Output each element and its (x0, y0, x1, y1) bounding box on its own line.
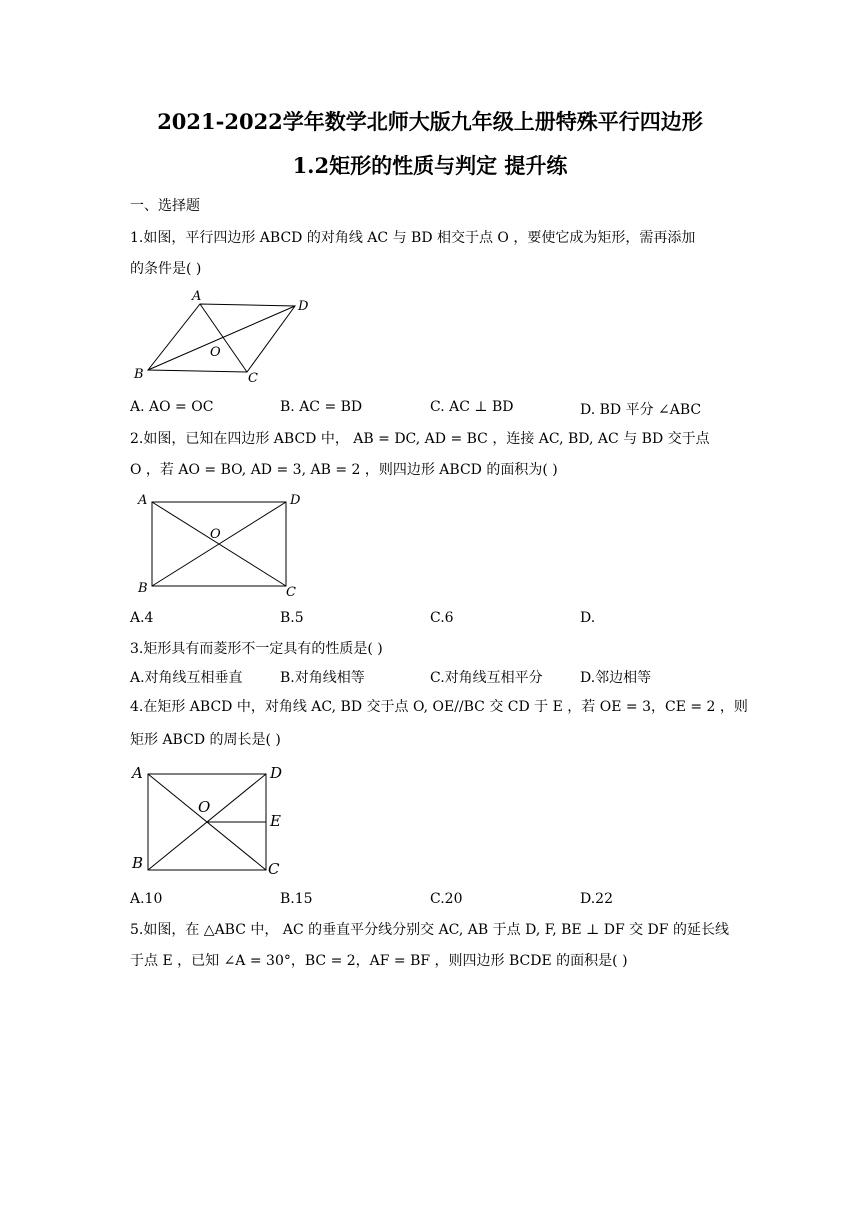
q4-option-d[interactable]: D.22 (580, 891, 613, 907)
q1-parallelogram-figure (130, 286, 320, 386)
q1-text-line-1: 1.如图，平行四边形 ABCD 的对角线 AC 与 BD 相交于点 O ，要使它成为矩形，需再添加 (130, 230, 696, 246)
q4-text-line-2: 矩形 ABCD 的周长是( ) (130, 732, 281, 748)
q4-option-c[interactable]: C.20 (430, 891, 463, 907)
q2-label-c: C (286, 585, 296, 600)
q4-label-a: A (132, 764, 143, 782)
q3-option-d[interactable]: D.邻边相等 (580, 670, 652, 686)
section-heading: 一、选择题 (130, 198, 200, 214)
q1-label-a: A (192, 289, 202, 304)
q4-label-d: D (270, 764, 283, 782)
title-line-1: 2021-2022学年数学北师大版九年级上册特殊平行四边形 (157, 109, 703, 134)
q2-option-b[interactable]: B.5 (280, 610, 304, 626)
q4-option-b[interactable]: B.15 (280, 891, 313, 907)
q1-option-a[interactable]: A. AO = OC (130, 399, 214, 415)
q2-text-line-2: O ，若 AO = BO, AD = 3, AB = 2 ，则四边形 ABCD 的面积为( ) (130, 462, 558, 478)
q2-option-a[interactable]: A.4 (130, 610, 154, 626)
q4-text-line-1: 4.在矩形 ABCD 中，对角线 AC, BD 交于点 O, OE//BC 交 CD 于 E ，若 OE = 3，CE = 2 ，则 (130, 699, 748, 715)
q2-label-d: D (290, 493, 301, 508)
q1-label-d: D (298, 299, 309, 314)
q1-text-line-2: 的条件是( ) (130, 261, 202, 277)
q1-option-c[interactable]: C. AC ⊥ BD (430, 399, 514, 415)
q1-option-d[interactable]: D. BD 平分 ∠ABC (580, 402, 702, 418)
q2-option-d[interactable]: D. (580, 610, 596, 626)
q1-label-b: B (134, 367, 144, 382)
q4-rectangle-figure (130, 760, 300, 880)
q4-label-c: C (268, 860, 280, 878)
q4-label-e: E (270, 812, 281, 830)
q2-label-b: B (138, 581, 148, 596)
q4-label-b: B (132, 854, 144, 872)
q2-text-line-1: 2.如图，已知在四边形 ABCD 中， AB = DC, AD = BC ，连接 AC, BD, AC 与 BD 交于点 (130, 431, 710, 447)
q5-text-line-2: 于点 E ，已知 ∠A = 30°，BC = 2，AF = BF ，则四边形 BCDE 的面积是( ) (130, 953, 628, 969)
q4-option-a[interactable]: A.10 (130, 891, 163, 907)
q3-text-line-1: 3.矩形具有而菱形不一定具有的性质是( ) (130, 641, 383, 657)
q2-label-a: A (138, 493, 148, 508)
q3-option-b[interactable]: B.对角线相等 (280, 670, 365, 686)
q2-label-o: O (210, 527, 221, 542)
q1-label-o: O (210, 345, 221, 360)
q1-option-b[interactable]: B. AC = BD (280, 399, 363, 415)
q5-text-line-1: 5.如图，在 △ABC 中， AC 的垂直平分线分别交 AC, AB 于点 D, F, BE ⊥ DF 交 DF 的延长线 (130, 922, 729, 938)
q2-rectangle-figure (130, 490, 310, 600)
q3-option-a[interactable]: A.对角线互相垂直 (130, 670, 243, 686)
q3-option-c[interactable]: C.对角线互相平分 (430, 670, 543, 686)
title-line-2: 1.2矩形的性质与判定 提升练 (292, 153, 568, 178)
q1-label-c: C (248, 371, 258, 386)
q2-option-c[interactable]: C.6 (430, 610, 454, 626)
q4-label-o: O (198, 798, 211, 816)
